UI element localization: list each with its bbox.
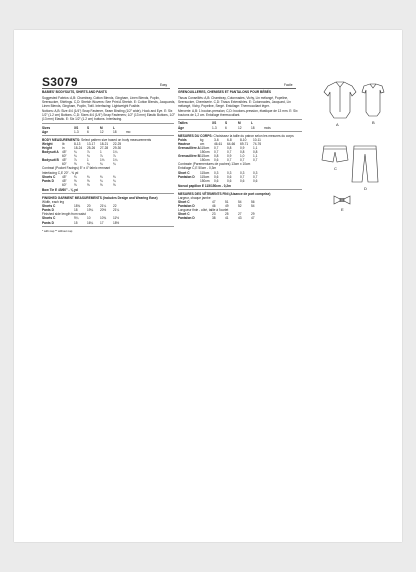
pattern-number: S3079 — [42, 75, 78, 89]
pants-yardage-table-en — [42, 175, 174, 187]
contrast-en: Contrast (Pocket Facings) 5” x 4” fabric remnant — [42, 166, 111, 171]
table-row: Pants D 45” ⅝ ⅝ ¾ ¾ — [42, 178, 116, 183]
width-label-fr: Largeur, chaque jambe — [178, 195, 211, 200]
table-row: Short C 23 25 27 29 — [178, 212, 255, 217]
table-row: Pants D 15 16¼ 17 18½ — [42, 220, 120, 225]
table-row: Short C 115cm 0,3 0,3 0,3 0,3 — [178, 170, 258, 175]
label-d: D — [364, 186, 367, 191]
bow-tie-fr: Noeud papillon E 115/150cm - 0,2m — [178, 183, 231, 188]
bow-tie-e-icon — [334, 196, 350, 204]
body-measurements-table-fr — [178, 138, 302, 163]
table-row: Pants D 18 19¼ 20½ 21¼ — [42, 208, 120, 213]
table-row: Bodysuit B 45” ⅞ 1 1⅛ 1¼ — [42, 158, 118, 163]
fabrics-fr: Tissus Conseillés: A,B: Chambray, Cotonnades, Vichy, Lin mélangé, Popeline, Seersucker, Chemiserie. C,D: Tissus Extensibles. E: Cotonnades, Jacquard, Lin mélangé, Vichy, Popeline, Sergé. Entoilage: Thermocollant léger. — [178, 96, 291, 109]
finished-measurements-title-fr: MESURES DES VÊTEMENTS FINI (Aisance de port comprise) — [178, 191, 271, 196]
footnotes: * with nap ** without nap — [42, 228, 73, 233]
table-row: Short C 47 51 54 56 — [178, 200, 255, 205]
finished-measurements-table-en — [42, 204, 174, 224]
bodysuit-b-icon — [362, 84, 384, 116]
pattern-back-sheet — [14, 30, 402, 542]
label-e: E — [341, 207, 344, 212]
label-b: B — [372, 120, 375, 125]
table-row: Shorts C 9¼ 10 10¾ 11½ — [42, 216, 119, 221]
english-column — [42, 96, 174, 233]
shorts-c-icon — [322, 146, 348, 162]
french-column — [178, 96, 302, 221]
pants-yardage-table-fr — [178, 171, 302, 183]
title-fr: GRENOUILLERES, CHEMISES ET PANTALONS POUR BÉBÉS — [178, 90, 272, 94]
header-rule-right — [178, 88, 296, 89]
table-row: 60” ¾ ¾ ⅞ ⅞ — [62, 154, 116, 159]
bow-tie-en: Bow Tie E 45/60” - ⅛ yd — [42, 187, 78, 192]
contrast-fr: Contraste (Parementures de poches) 13cm x 10cm — [178, 162, 251, 167]
age-row-fr: Âge 1-3 6 12 18 mois — [178, 125, 271, 130]
title-en: BABIES' BODYSUITS, SHIRTS AND PANTS — [42, 90, 107, 94]
body-measurements-heading-en: BODY MEASUREMENTS: Select pattern size based on body measurements — [42, 137, 152, 142]
table-row: 60” ⅝ ⅝ ⅝ ⅝ — [62, 182, 116, 187]
table-row: 60” ⅝ ¾ ¾ ¾ — [62, 162, 116, 167]
pants-d-icon — [352, 146, 378, 182]
label-a: A — [336, 122, 339, 127]
technical-drawings — [306, 78, 396, 214]
table-row: Hauteur cm 46-61 64-66 69-71 74-76 — [178, 141, 262, 146]
age-row-en: Age 1-3 6 12 18 mo — [42, 129, 131, 134]
finished-measurements-title-en: FINISHED GARMENT MEASUREMENTS (Includes Design and Wearing Ease) — [42, 195, 158, 200]
notions-en: Notions: A,B: Size 4/4 (1/4”) Snap Fastener, Seam Binding (1/2” wide), Hook and Eye. E: Six 1/2” (1.2 cm) Buttons. C,D: Sizes 4/4 (1/4”) Snap Fasteners; 1/2” (13 mm) Elastic Buttons, 1/2” (13 mm) Elastic. E: Six 1/2” (1.2 cm) buttons. Interfacing. — [42, 109, 176, 122]
level-fr: Facile — [284, 83, 293, 87]
table-row: Height in 18-24 25-26 27-28 29-30 — [42, 145, 122, 150]
table-row: Shorts C 45” ⅜ ⅜ ⅜ ⅜ — [42, 174, 116, 179]
size-header-row-fr: Tailles XS S M L — [178, 121, 253, 126]
table-row: Grenouillère B 115cm 0,8 0,9 1,0 1,1 — [178, 154, 258, 159]
header-rule-left — [42, 88, 170, 89]
interfacing-fr: Entoilage C,E 50cm - 0,3m — [178, 166, 217, 171]
table-row: Poids kg 3-6 6-8 8-10 10-11 — [178, 137, 261, 142]
interfacing-en: Interfacing C,E 20” - ⅜ yd — [42, 170, 79, 175]
width-label-en: Width, each leg — [42, 200, 64, 205]
table-row: Weight lb 8-13 13-17 18-21 22-25 — [42, 141, 122, 146]
table-row: 150cm 0,6 0,6 0,6 0,6 — [200, 178, 258, 183]
body-measurements-table-en — [42, 142, 174, 167]
label-c: C — [334, 166, 337, 171]
table-row: 150cm 0,6 0,7 0,7 0,7 — [200, 158, 258, 163]
table-row: Pantalon D 38 41 43 47 — [178, 216, 255, 221]
notions-fr: Mercerie: A,B: 1 bouton-pression; C,D: boutons-pression, élastique de 13 mm. E: Six boutons de 1,2 cm. Entoilage thermocollant. — [178, 109, 298, 118]
table-row: Pantalon D 46 49 52 54 — [178, 204, 255, 209]
body-measurements-heading-fr: MESURES DU CORPS: Choisissez la taille du patron selon les mesures du corps — [178, 133, 294, 138]
table-row: Pantalon D 115cm 0,6 0,6 0,7 0,7 — [178, 174, 258, 179]
table-row: Bodysuit A 45” ¾ ⅞ 1 1¼ — [42, 150, 118, 155]
table-row: Shorts C 18¾ 20 21¼ 22 — [42, 204, 117, 209]
finished-measurements-table-fr — [178, 200, 302, 220]
fabrics-en: Suggested Fabrics: A,B: Chambray, Cotton Blends, Gingham, Linen Blends, Poplin, Seersucker, Shirtings. C,D: Stretch Wovens: See Print A Stretch. E: Cotton Blends, Jacquards, Linen Blends, Gingham, Poplin, Twill. Interfacing: Lightweight Fusible. — [42, 96, 176, 109]
table-row: Grenouillère A 115cm 0,7 0,8 0,9 1,1 — [178, 145, 258, 150]
bodysuit-a-icon — [324, 82, 356, 118]
size-header-row-en: Sizes XS S M L — [42, 125, 115, 130]
level-en: Easy — [160, 83, 168, 87]
table-row: Longueur finie - côté, taille à l'ourlet — [178, 208, 229, 213]
table-row: Finished side length from waist — [42, 212, 86, 217]
table-row: 150cm 0,7 0,7 0,8 0,8 — [200, 150, 258, 155]
